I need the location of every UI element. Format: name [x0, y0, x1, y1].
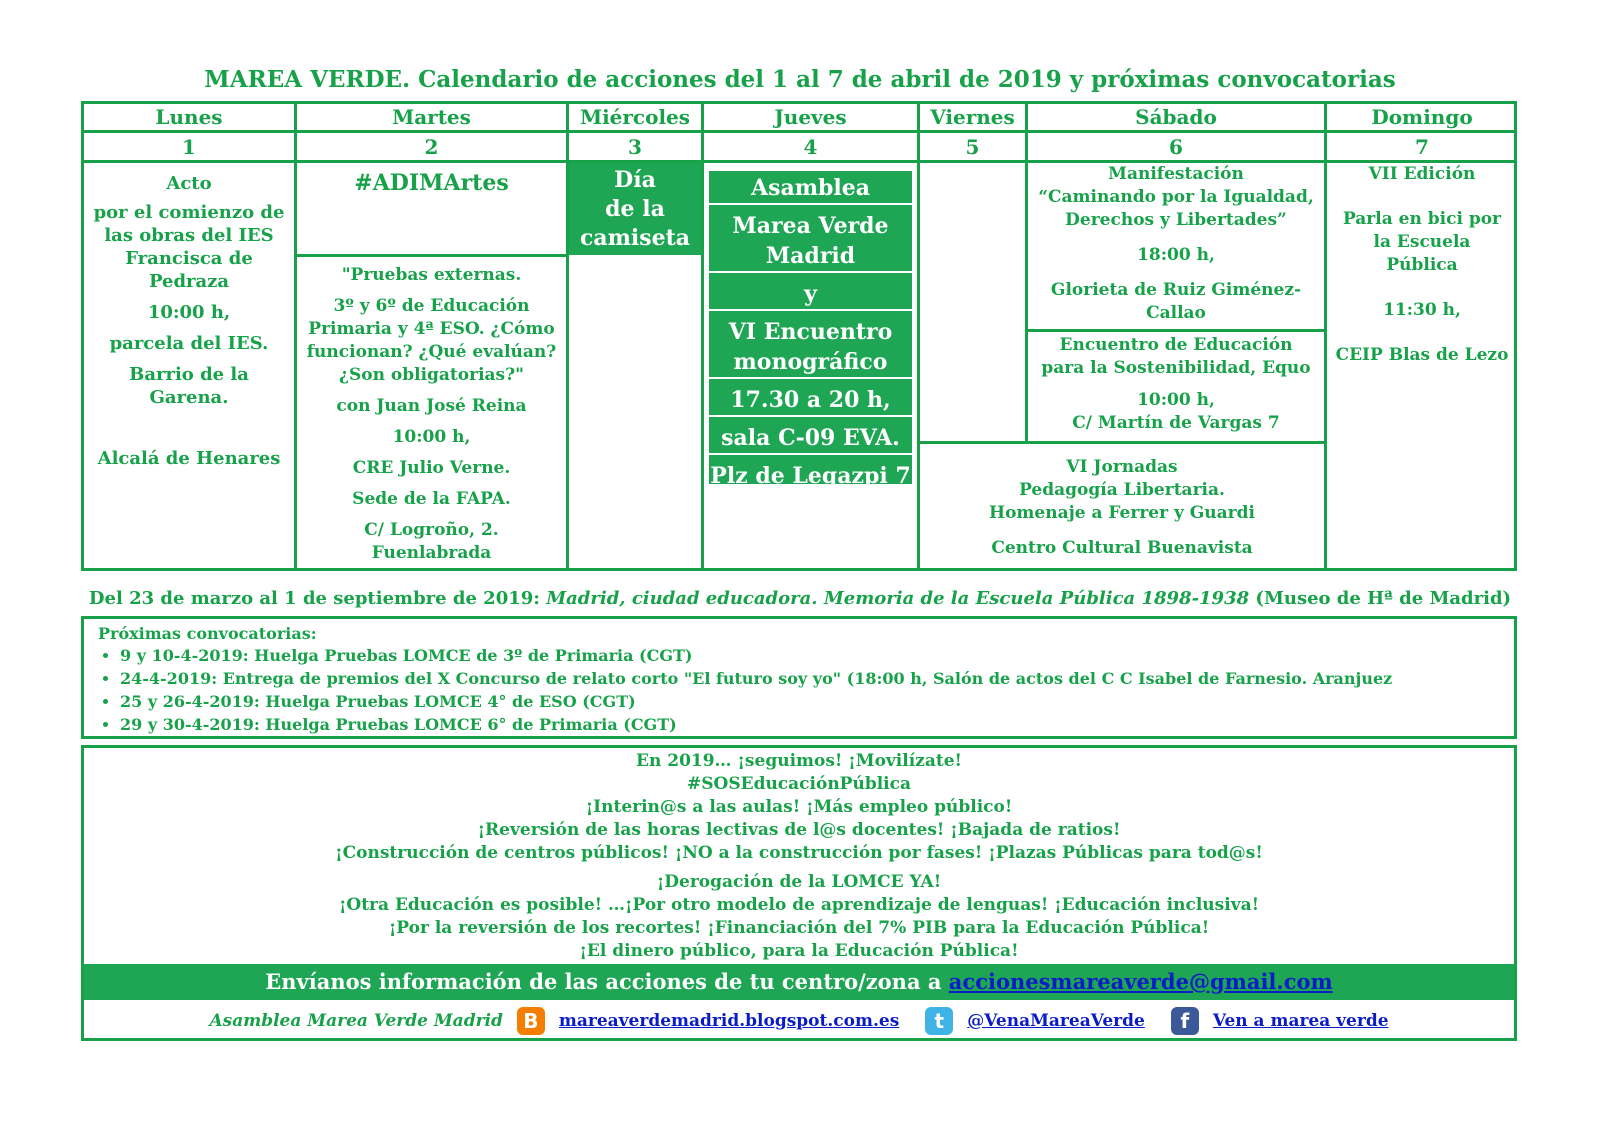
slogan: ¡Por la reversión de los recortes! ¡Financiación del 7% PIB para la Educación Pública! — [388, 918, 1210, 938]
grid-line — [294, 254, 566, 257]
slogan: ¡Interin@s a las aulas! ¡Más empleo público! — [585, 797, 1013, 817]
facebook-link[interactable]: Ven a marea verde — [1212, 1011, 1389, 1031]
footer — [84, 1002, 1514, 1040]
day-header-martes: Martes — [392, 105, 471, 129]
day-number: 3 — [628, 134, 642, 159]
contact-band: Envíanos información de las acciones de tu centro/zona a accionesmareaverde@gmail.com — [84, 964, 1514, 1000]
day-number: 1 — [182, 134, 196, 159]
grid-line — [1025, 329, 1324, 332]
slogan: ¡Construcción de centros públicos! ¡NO a la construcción por fases! ¡Plazas Públicas para tod@s! — [335, 843, 1263, 863]
org-name: Asamblea Marea Verde Madrid — [209, 1011, 503, 1031]
slogan: En 2019… ¡seguimos! ¡Movilízate! — [636, 751, 962, 771]
event-martes-adimartes: #ADIMArtes — [354, 170, 509, 196]
day-header-domingo: Domingo — [1371, 105, 1473, 129]
event-sabado-manifestacion: Manifestación “Caminando por la Igualdad, Derechos y Libertades” 18:00 h, Glorieta de Ruiz Giménez- Callao — [1038, 164, 1314, 323]
facebook-icon[interactable]: f — [1171, 1007, 1199, 1035]
blogger-icon[interactable]: B — [517, 1007, 545, 1035]
grid-line — [917, 441, 1324, 444]
twitter-icon[interactable]: t — [925, 1007, 953, 1035]
email-link[interactable]: accionesmareaverde@gmail.com — [948, 969, 1333, 994]
slogan: ¡El dinero público, para la Educación Pública! — [579, 941, 1019, 961]
list-item: • 25 y 26-4-2019: Huelga Pruebas LOMCE 4° de ESO (CGT) — [120, 690, 1500, 713]
list-item: • 24-4-2019: Entrega de premios del X Concurso de relato corto "El futuro soy yo" (18:00 h, Salón de actos del C C Isabel de Farnesio. Aranjuez — [120, 667, 1500, 690]
day-header-jueves: Jueves — [774, 105, 847, 129]
day-number: 6 — [1169, 134, 1183, 159]
event-jornadas-libertaria: VI Jornadas Pedagogía Libertaria. Homenaje a Ferrer y Guardi Centro Cultural Buenavista — [989, 457, 1255, 558]
event-lunes: Acto por el comienzo de las obras del IES Francisca de Pedraza 10:00 h, parcela del IES. Barrio de la Garena. Alcalá de Henares — [93, 173, 285, 469]
day-header-miercoles: Miércoles — [579, 105, 691, 129]
slogan: ¡Derogación de la LOMCE YA! — [656, 872, 942, 892]
slogans-box — [81, 745, 1517, 1041]
upcoming-heading: Próximas convocatorias: — [98, 624, 317, 643]
list-item: • 9 y 10-4-2019: Huelga Pruebas LOMCE de 3º de Primaria (CGT) — [120, 644, 1500, 667]
day-number: 7 — [1415, 134, 1429, 159]
slogan: #SOSEducaciónPública — [687, 774, 911, 794]
grid-line — [701, 101, 704, 571]
event-jueves-asamblea: Asamblea Marea Verde Madrid y VI Encuentro monográfico 17.30 a 20 h, sala C-09 EVA. Plz de Legazpi 7 — [709, 171, 912, 484]
event-martes-pruebas: "Pruebas externas. 3º y 6º de Educación Primaria y 4ª ESO. ¿Cómo funcionan? ¿Qué evalúan? ¿Son obligatorias?" con Juan José Reina 10:00 h, CRE Julio Verne. Sede de la FAPA. C/ Logroño, 2. Fuenlabrada — [306, 265, 557, 563]
day-number: 4 — [803, 134, 818, 159]
exhibition-note: Del 23 de marzo al 1 de septiembre de 2019: Madrid, ciudad educadora. Memoria de la Escuela Pública 1898-1938 (Museo de Hª de Madrid) — [88, 588, 1512, 609]
slogan: ¡Reversión de las horas lectivas de l@s docentes! ¡Bajada de ratios! — [477, 820, 1121, 840]
slogans — [84, 748, 1514, 963]
blog-link[interactable]: mareaverdemadrid.blogspot.com.es — [558, 1011, 900, 1031]
day-header-sabado: Sábado — [1135, 105, 1217, 129]
event-miercoles-camiseta: Día de la camiseta — [569, 163, 701, 255]
day-number: 2 — [424, 134, 439, 159]
day-header-lunes: Lunes — [155, 105, 223, 129]
event-domingo-bici: VII Edición Parla en bici por la Escuela Pública 11:30 h, CEIP Blas de Lezo — [1335, 164, 1509, 365]
day-header-viernes: Viernes — [930, 105, 1015, 129]
day-number: 5 — [965, 134, 980, 159]
slogan: ¡Otra Educación es posible! …¡Por otro modelo de aprendizaje de lenguas! ¡Educación inclusiva! — [338, 895, 1260, 915]
upcoming-events — [81, 616, 1517, 739]
page-title: MAREA VERDE. Calendario de acciones del 1 al 7 de abril de 2019 y próximas convocatorias — [204, 66, 1396, 93]
list-item: • 29 y 30-4-2019: Huelga Pruebas LOMCE 6° de Primaria (CGT) — [120, 713, 1500, 736]
twitter-link[interactable]: @VenaMareaVerde — [967, 1011, 1145, 1031]
event-sabado-equo: Encuentro de Educación para la Sostenibilidad, Equo 10:00 h, C/ Martín de Vargas 7 — [1041, 335, 1311, 433]
